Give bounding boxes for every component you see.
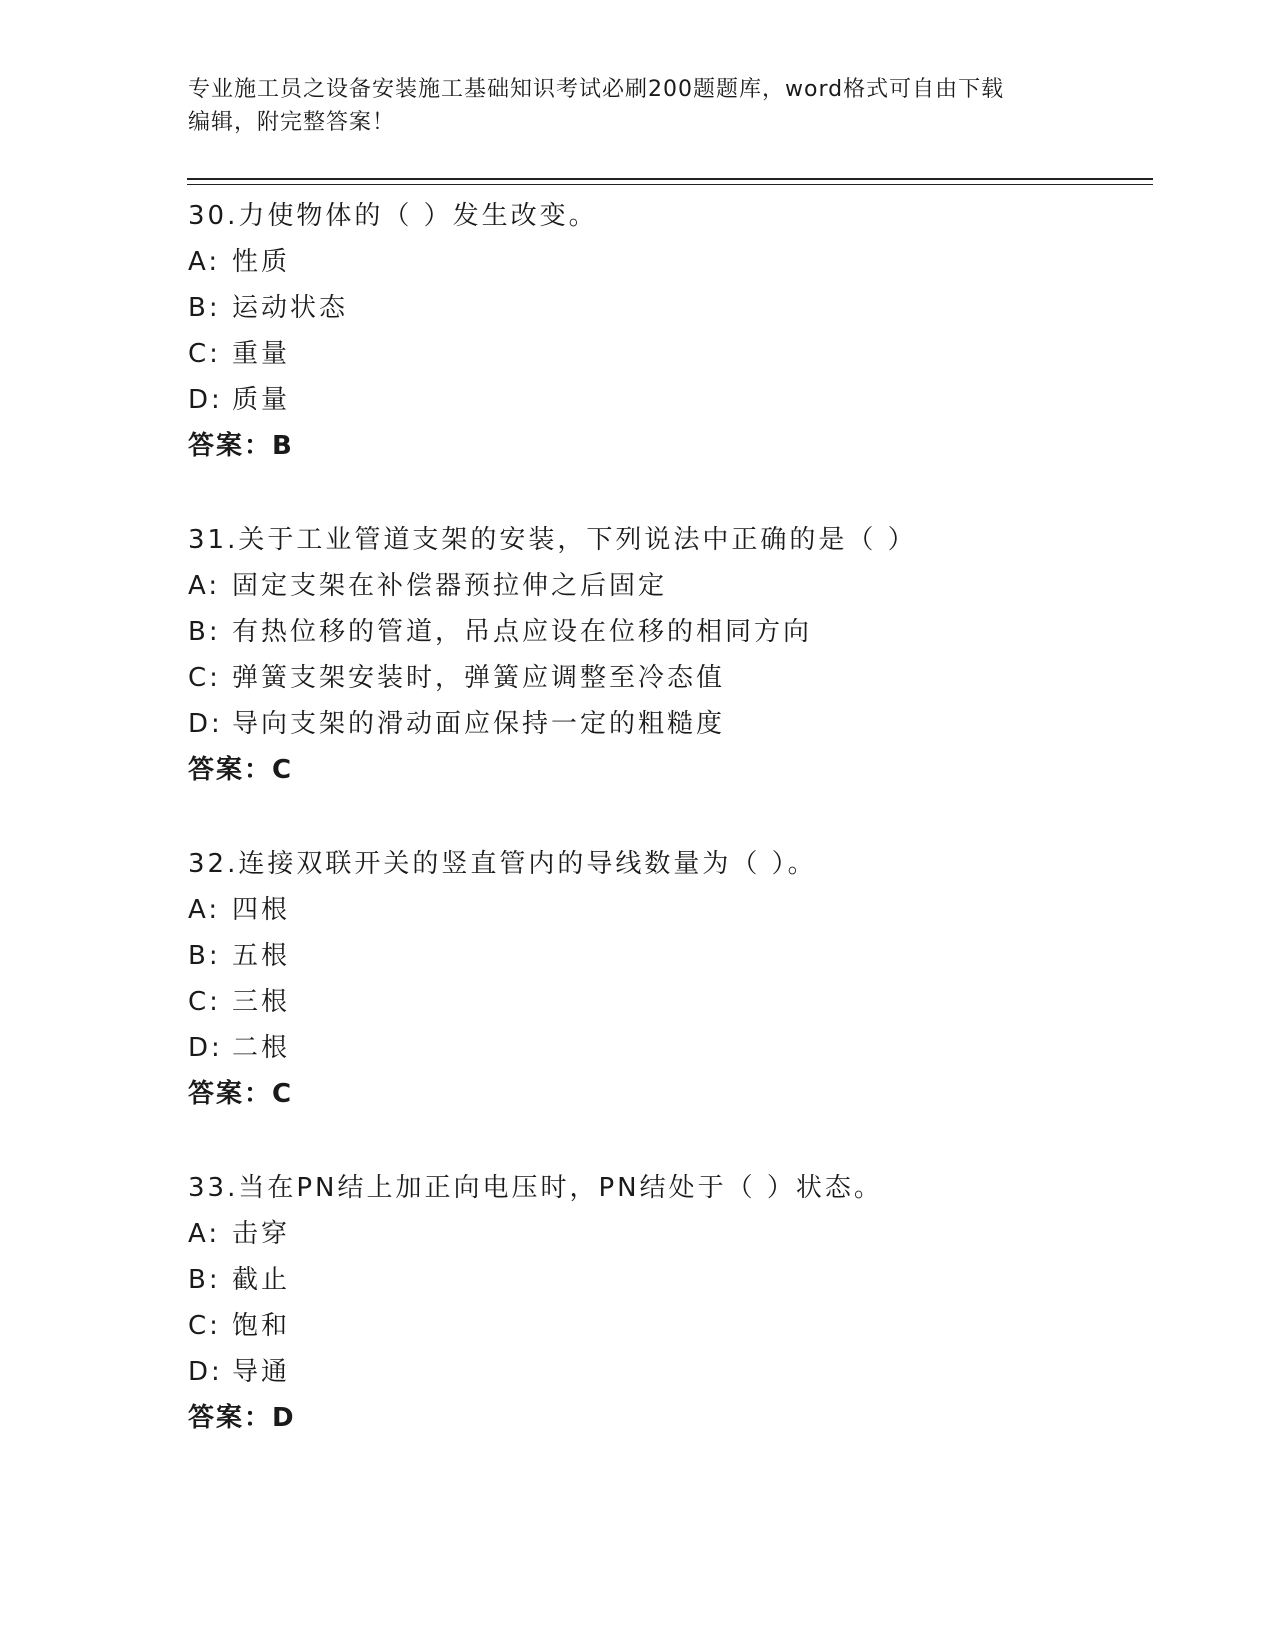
question-text: 33.当在PN结上加正向电压时，PN结处于（ ）状态。 [188, 1173, 883, 1203]
header-divider-thick [187, 178, 1153, 180]
option-c [188, 1303, 1148, 1349]
option-letter: D: [188, 385, 223, 415]
option-letter: A: [188, 571, 221, 601]
option-letter: A: [188, 895, 221, 925]
option-b [188, 1257, 1148, 1303]
option-text: 击穿 [232, 1219, 291, 1249]
option-text: 弹簧支架安装时，弹簧应调整至冷态值 [232, 663, 726, 693]
option-c [188, 655, 1148, 701]
question-30 [188, 193, 1148, 469]
option-letter: C: [188, 1311, 221, 1341]
option-letter: C: [188, 663, 221, 693]
option-text: 固定支架在补偿器预拉伸之后固定 [232, 571, 668, 601]
question-32 [188, 841, 1148, 1117]
option-a [188, 239, 1148, 285]
answer-line: 答案：C [188, 755, 294, 785]
option-text: 截止 [232, 1265, 291, 1295]
option-letter: B: [188, 941, 221, 971]
option-text: 质量 [232, 385, 291, 415]
option-letter: C: [188, 987, 221, 1017]
option-d [188, 1025, 1148, 1071]
option-letter: A: [188, 247, 221, 277]
header-line-2: 编辑，附完整答案！ [188, 110, 396, 135]
option-text: 导向支架的滑动面应保持一定的粗糙度 [232, 709, 726, 739]
option-text: 四根 [232, 895, 291, 925]
option-letter: B: [188, 617, 221, 647]
answer-line: 答案：D [188, 1403, 296, 1433]
option-b [188, 933, 1148, 979]
question-text: 31.关于工业管道支架的安装，下列说法中正确的是（ ） [188, 525, 917, 555]
header-line-1: 专业施工员之设备安装施工基础知识考试必刷200题题库，word格式可自由下载 [188, 77, 1005, 102]
option-text: 有热位移的管道，吊点应设在位移的相同方向 [232, 617, 813, 647]
option-d [188, 1349, 1148, 1395]
header-divider-thin [187, 184, 1153, 185]
option-a [188, 1211, 1148, 1257]
question-list [188, 193, 1148, 1489]
option-letter: B: [188, 1265, 221, 1295]
option-text: 饱和 [232, 1311, 291, 1341]
question-31 [188, 517, 1148, 793]
question-text: 32.连接双联开关的竖直管内的导线数量为（ ）。 [188, 849, 817, 879]
option-a [188, 887, 1148, 933]
option-letter: D: [188, 709, 223, 739]
option-letter: B: [188, 293, 221, 323]
question-33 [188, 1165, 1148, 1441]
option-letter: A: [188, 1219, 221, 1249]
answer-line: 答案：B [188, 431, 294, 461]
option-text: 性质 [232, 247, 291, 277]
answer-line: 答案：C [188, 1079, 294, 1109]
option-a [188, 563, 1148, 609]
question-text: 30.力使物体的（ ）发生改变。 [188, 201, 598, 231]
option-b [188, 285, 1148, 331]
option-text: 导通 [232, 1357, 291, 1387]
option-letter: D: [188, 1033, 223, 1063]
document-header [188, 73, 1068, 139]
option-text: 重量 [232, 339, 291, 369]
option-c [188, 979, 1148, 1025]
option-letter: D: [188, 1357, 223, 1387]
option-text: 五根 [232, 941, 291, 971]
option-text: 三根 [232, 987, 291, 1017]
option-letter: C: [188, 339, 221, 369]
option-b [188, 609, 1148, 655]
option-d [188, 701, 1148, 747]
option-text: 二根 [232, 1033, 291, 1063]
option-d [188, 377, 1148, 423]
option-text: 运动状态 [232, 293, 349, 323]
option-c [188, 331, 1148, 377]
